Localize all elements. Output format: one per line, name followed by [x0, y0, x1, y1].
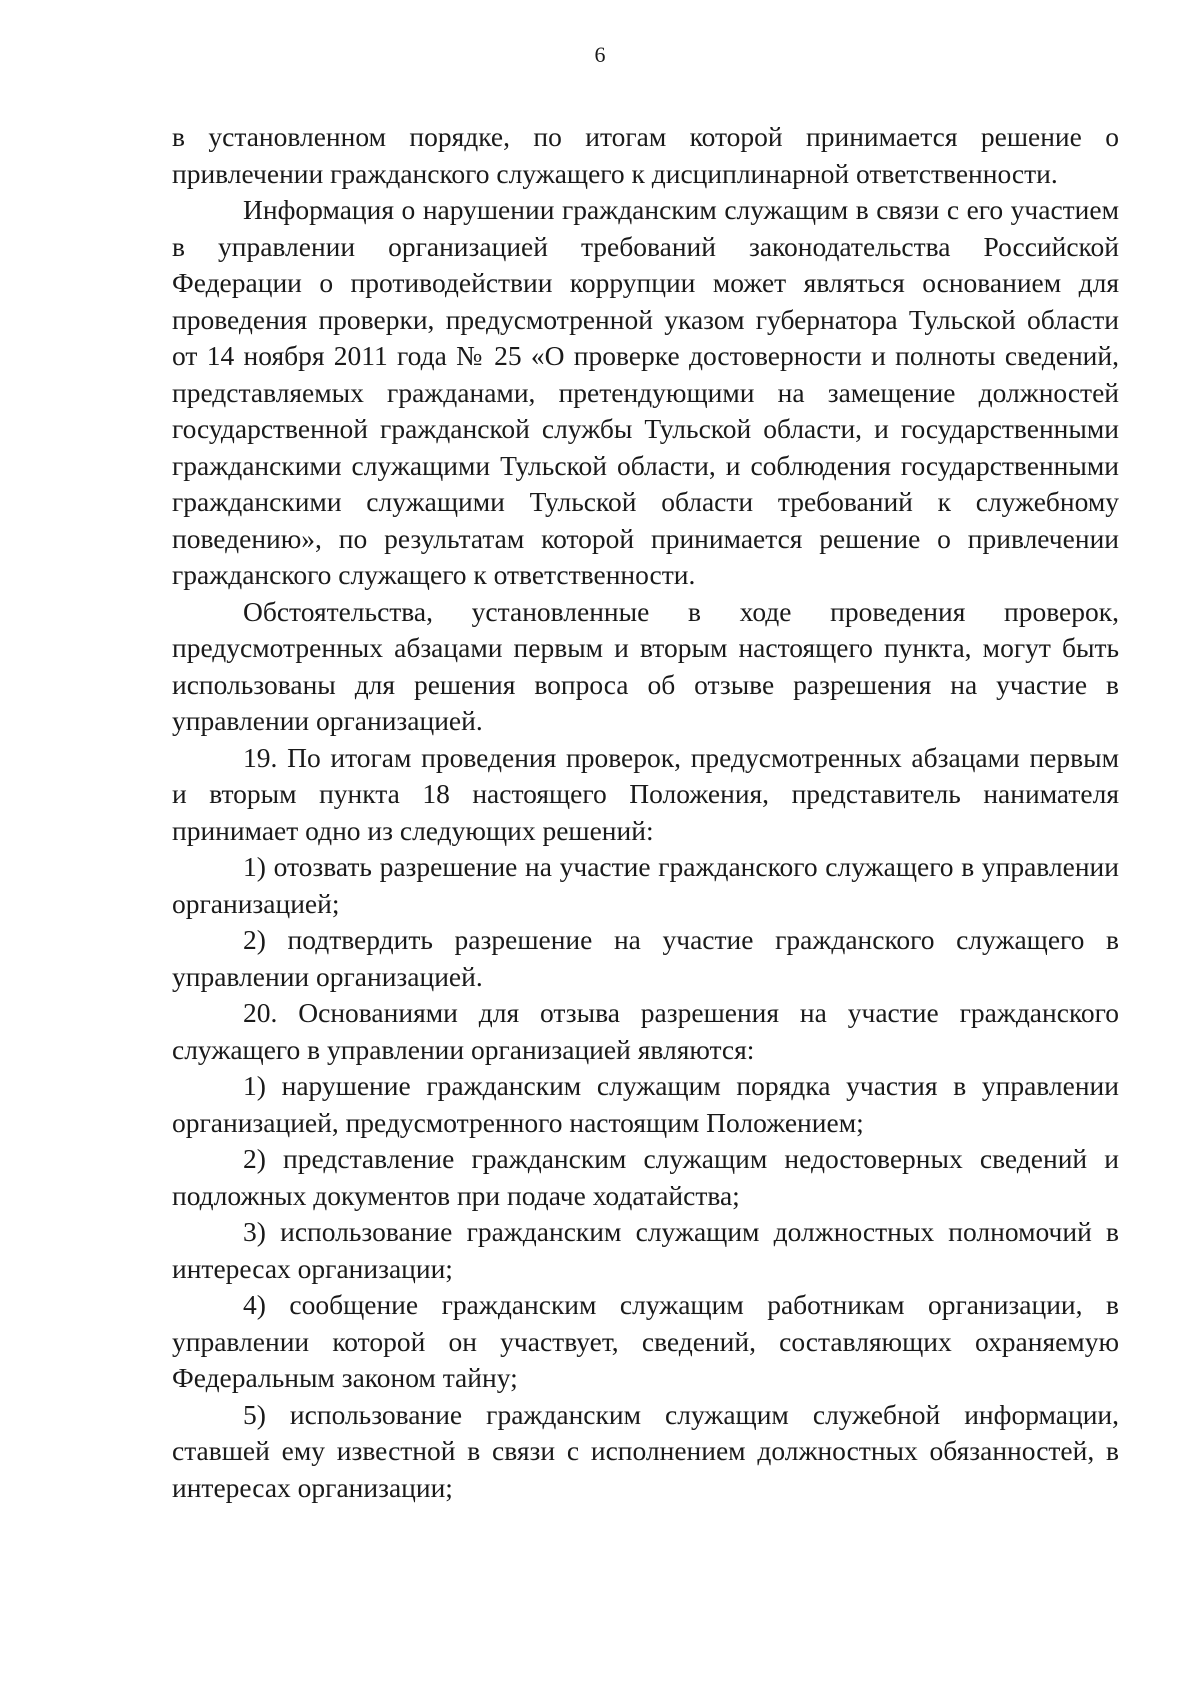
paragraph-continuation: в установленном порядке, по итогам которой принимается решение о привлечении гражданского служащего к дисциплинарной ответственности.	[172, 121, 1119, 189]
document-body	[172, 119, 1119, 1506]
paragraph-information: Информация о нарушении гражданским служащим в связи с его участием в управлении организацией требований законодательства Российской Федерации о противодействии коррупции может являться основанием для проведения проверки, предусмотренной указом губернатора Тульской области от 14 ноября 2011 года № 25 «О проверке достоверности и полноты сведений, представляемых гражданами, претендующими на замещение должностей государственной гражданской службы Тульской области, и государственными гражданскими служащими Тульской области, и соблюдения государственными гражданскими служащими Тульской области требований к служебному поведению», по результатам которой принимается решение о привлечении гражданского служащего к ответственности.	[172, 194, 1119, 590]
list-item-20-1: 1) нарушение гражданским служащим порядка участия в управлении организацией, предусмотренного настоящим Положением;	[172, 1070, 1119, 1138]
page-number: 6	[594, 42, 606, 67]
paragraph-item-20: 20. Основаниями для отзыва разрешения на участие гражданского служащего в управлении организацией являются:	[172, 997, 1119, 1065]
list-item-19-2: 2) подтвердить разрешение на участие гражданского служащего в управлении организацией.	[172, 924, 1119, 992]
list-item-19-1: 1) отозвать разрешение на участие гражданского служащего в управлении организацией;	[172, 851, 1119, 919]
paragraph-item-19: 19. По итогам проведения проверок, предусмотренных абзацами первым и вторым пункта 18 настоящего Положения, представитель нанимателя принимает одно из следующих решений:	[172, 741, 1119, 846]
list-item-20-3: 3) использование гражданским служащим должностных полномочий в интересах организации;	[172, 1216, 1119, 1284]
list-item-20-4: 4) сообщение гражданским служащим работникам организации, в управлении которой он участвует, сведений, составляющих охраняемую Федеральным законом тайну;	[172, 1289, 1119, 1393]
paragraph-circumstances: Обстоятельства, установленные в ходе проведения проверок, предусмотренных абзацами первым и вторым настоящего пункта, могут быть использованы для решения вопроса об отзыве разрешения на участие в управлении организацией.	[172, 595, 1119, 736]
list-item-20-5: 5) использование гражданским служащим служебной информации, ставшей ему известной в связи с исполнением должностных обязанностей, в интересах организации;	[172, 1398, 1119, 1503]
list-item-20-2: 2) представление гражданским служащим недостоверных сведений и подложных документов при подаче ходатайства;	[172, 1143, 1119, 1211]
